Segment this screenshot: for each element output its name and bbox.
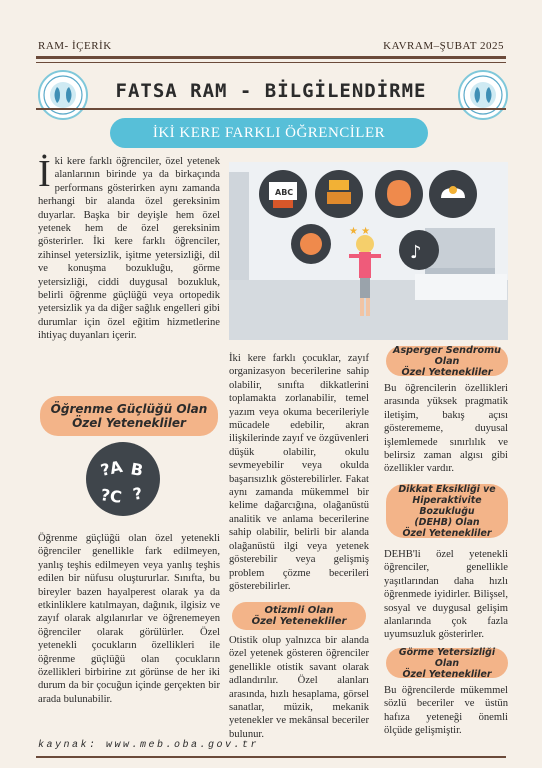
svg-text:B: B [129,459,145,481]
logo-left [38,70,88,120]
column-1-intro [38,155,220,343]
svg-text:?A: ?A [98,456,125,480]
section-title-asperger: Asperger Sendromu Olan Özel Yetenekliler [386,346,508,376]
page-title: FATSA RAM - BİLGİLENDİRME [115,80,427,102]
intro-paragraph: ki kere farklı öğrenciler, özel yetenek alanlarının birinde ya da birkaçında performans gösterirken aynı zamanda herhangi bir alanda özel gereksinim duyarlar. Başka bir deyişle hem özel yetenek hem de özel gereksinim gösterirler. İki kere farklı öğrenciler, zihinsel yetersizlik, işitme yetersizliği, dil ve konuşma bozukluğu, görme yetersizliği, ciddi duygusal bozukluk, belirli öğrenme güçlüğü veya ortopedik yetersizlik ya da diğer sağlık engelleri gibi durumlar için özel eğitim hizmetlerine ihtiyaç duyanları içerir. [38,156,220,342]
column-2-intro: İki kere farklı çocuklar, zayıf organizasyon becerilerine sahip olabilir, sınıfta dikkatlerini toplamakta zorlanabilir, temel yazım veya okuma becerileriyle mücadele edebilir, akran ilişkilerinde zayıf ve özgüvenleri düşük olabilir, okulu sevmeyebilir veya okulda başarısızlık gösterebilirler. Fakat aynı zamanda mükemmel bir kelime dağarcığına, olağanüstü analitik ve anlama becerilerine sahip olabilir, belirli bir alanda olağanüstü ilgi veya yetenek gösterebilir veya gelişmiş problem çözme becerileri gösterebilirler. [229,353,369,592]
top-rule [36,56,506,59]
letters-circle-icon [86,442,160,516]
learning-disability-body: Öğrenme güçlüğü olan özel yetenekli öğrenciler genellikle fark edilmeyen, yanlış teşhis edilmeyen veya yanlış teşhis edilen bir nüfusu oluştururlar. Sınıfta, bu bireyler bazen hayalperest olarak ya da etkinliklere katılmayan, dağınık, ilgisiz ve zayıf olarak algılanırlar ve öğrenemeyen öğrenciler olarak görülürler. Özel yetenekli çocukların özellikleri ile öğrenme güçlüğü olan çocukların özellikleri birbirine zıt görünse de her iki durum da bir çocuğun içinde gerçekten bir arada bulunabilir. [38,533,220,705]
asperger-body: Bu öğrencilerin özellikleri arasında yüksek pragmatik iletişim, bakış açısı gösterememe, duyusal işlemlemede sınırlılık ve belirsiz zaman algısı gibi özellikler vardır. [384,383,508,475]
header-right: KAVRAM–ŞUBAT 2025 [383,40,504,52]
svg-text:★ ★: ★ ★ [349,226,371,237]
adhd-body: DEHB'li özel yetenekli öğrenciler, genellikle yaşıtlarından daha hızlı öğrenmede iyidirler. Bilişsel, sosyal ve duygusal gelişim alanlarında çok fazla uyumsuzluk gösterirler. [384,549,508,641]
section-title-learning-disability: Öğrenme Güçlüğü Olan Özel Yetenekliler [40,396,218,436]
bottom-rule [36,756,506,758]
topic-banner: İKİ KERE FARKLI ÖĞRENCİLER [110,118,428,148]
svg-text:ABC: ABC [275,188,294,197]
top-rule-thin [36,62,506,63]
header-left: RAM- İÇERİK [38,40,112,52]
title-rule [36,108,506,110]
source-credit: kaynak: www.meb.oba.gov.tr [38,740,260,751]
dropcap: İ [38,153,51,195]
classroom-illustration [229,162,508,340]
visual-impairment-body: Bu öğrencilerde mükemmel sözlü beceriler ve üstün hafıza yeteneği önemli ölçüde gelişmiştir. [384,685,508,737]
section-title-autism: Otizmli Olan Özel Yetenekliler [232,602,366,630]
autism-body: Otistik olup yalnızca bir alanda özel yetenek gösteren öğrenciler genellikle otistik savant olarak adlandırılır. Özel alanları arasında, hızlı hesaplama, görsel sanatlar, müzik, mekanik yetenekler ve mekânsal beceriler bulunur. [229,635,369,740]
svg-text:?: ? [131,483,144,504]
svg-text:♪: ♪ [410,242,422,263]
section-title-adhd: Dikkat Eksikliği ve Hiperaktivite Bozukluğu (DEHB) Olan Özel Yetenekliler [386,484,508,538]
section-title-visual-impairment: Görme Yetersizliği Olan Özel Yetenekliler [386,648,508,678]
logo-right [458,70,508,120]
svg-text:?C: ?C [99,485,123,507]
